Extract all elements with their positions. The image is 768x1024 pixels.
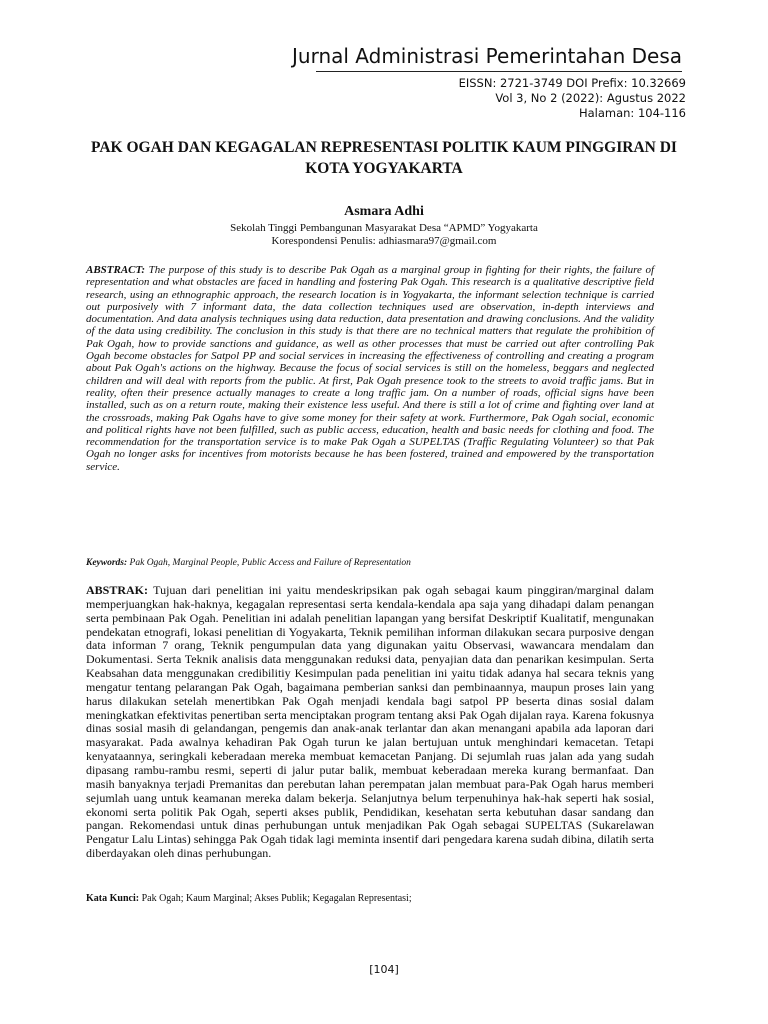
kata-kunci-label: Kata Kunci: bbox=[86, 893, 140, 904]
abstract-english bbox=[86, 264, 654, 473]
pages-line: Halaman: 104-116 bbox=[578, 106, 686, 120]
header-rule bbox=[316, 71, 682, 72]
volume-line: Vol 3, No 2 (2022): Agustus 2022 bbox=[495, 91, 686, 105]
kata-kunci-text: Pak Ogah; Kaum Marginal; Akses Publik; Kegagalan Representasi; bbox=[141, 893, 412, 904]
keywords-text: Pak Ogah, Marginal People, Public Access and Failure of Representation bbox=[129, 558, 411, 568]
kata-kunci bbox=[86, 893, 654, 904]
journal-name: Jurnal Administrasi Pemerintahan Desa bbox=[292, 44, 682, 68]
keywords-label: Keywords: bbox=[86, 558, 128, 568]
abstract-indonesian-label: ABSTRAK: bbox=[86, 583, 149, 597]
correspondence-line: Korespondensi Penulis: adhiasmara97@gmail.com bbox=[271, 235, 497, 247]
issn-doi-line: EISSN: 2721-3749 DOI Prefix: 10.32669 bbox=[458, 76, 686, 90]
abstract-indonesian-text: Tujuan dari penelitian ini yaitu mendeskripsikan pak ogah sebagai kaum pinggiran/marginal dalam memperjuangkan hak-haknya, kegagalan representasi serta kendala-kendala apa saja yang dihadapi dalam penangan serta pembinaan Pak Ogah. Penelitian ini adalah penelitian lapangan yang bersifat Deskriptif Kualitatif, mengunakan pendekatan etnografi, lokasi penelitian di Yogyakarta, Teknik pemilihan informan dilakukan secara purposive dengan data informan 7 orang, Teknik pengumpulan data yang digunakan yaitu Observasi, wawancara mendalam dan Dokumentasi. Serta Teknik analisis data menggunakan reduksi data, penyajian data dan penarikan kesimpulan. Serta Keabsahan data menggunakan credibilitiy Kesimpulan pada penelitian ini yaitu tidak adanya hal secara teknis yang mengatur tentang pelarangan Pak Ogah, bagaimana pemberian sanksi dan pembinaannya, maupun proses lain yang harus dilakukan setelah menertibkan Pak Ogah menjadi kendala bagi satpol PP beserta dinas sosial dalam meningkatkan efektivitas penertiban serta menciptakan program tentang aksi Pak Ogah dijalan raya. Karena fokusnya dinas sosial masih di gelandangan, pengemis dan anak-anak terlantar dan akan menangani apabila ada laporan dari masyarakat. Pada awalnya kehadiran Pak Ogah turun ke jalan bertujuan untuk menghindari kemacetan. Tetapi kenyataannya, seringkali keberadaan mereka membuat kemacetan Panjang. Di sejumlah ruas jalan ada yang sudah dipasang rambu-rambu resmi, seperti di jalur putar balik, membuat keberadaan mereka kurang bermanfaat. Dan masih banyaknya terjadi Premanitas dan perebutan lahan perempatan jalan membuat para-Pak Ogah harus memberi sejumlah uang untuk keamanan mereka dalam bekerja. Selanjutnya belum terpenuhinya hak-hak seperti hak sosial, ekonomi serta politik Pak Ogah, seperti akses publik, Pendidikan, kesehatan serta kebutuhan dasar sandang dan pangan. Rekomendasi untuk dinas perhubungan untuk menjadikan Pak Ogah sebagai SUPELTAS (Sukarelawan Pengatur Lalu Lintas) sehingga Pak Ogah tidak lagi meminta insentif dari pengedara karena sudah dibina, dilatih serta diberdayakan oleh dinas perhubungan. bbox=[86, 583, 655, 861]
author-name: Asmara Adhi bbox=[344, 204, 424, 219]
page-number: [104] bbox=[369, 963, 399, 976]
article-title: PAK OGAH DAN KEGAGALAN REPRESENTASI POLITIK KAUM PINGGIRAN DI KOTA YOGYAKARTA bbox=[91, 139, 677, 177]
abstract-english-text: The purpose of this study is to describe Pak Ogah as a marginal group in fighting for their rights, the failure of representation and what obstacles are faced in handling and fostering Pak Ogah. This research is a qualitative descriptive field research, using an ethnographic approach, the research location is in Yogyakarta, the informant selection technique is carried out purposively with 7 informant data, the data collection techniques used are observation, in-depth interviews and documentation. And data analysis techniques using data reduction, data presentation and drawing conclusions. And the validity of the data using credibility. The conclusion in this study is that there are no technical matters that regulate the prohibition of Pak Ogah, how to provide sanctions and guidance, as well as other processes that must be carried out after controlling Pak Ogah become obstacles for Satpol PP and social services in increasing the effectiveness of controlling and creating a program about Pak Ogah's actions on the highway. Because the focus of social services is still on the homeless, beggars and neglected children and will deal with reports from the public. At first, Pak Ogah presence took to the streets to avoid traffic jams. But in reality, often their presence actually manages to create a long traffic jam. On a number of roads, official signs have been installed, such as on a return route, making their existence less useful. And there is still a lot of crime and fighting over land at the crossroads, making Pak Ogahs have to give some money for their safety at work. Furthermore, Pak Ogah social, economic and political rights have not been fulfilled, such as public access, education, health and basic needs for clothing and food. The recommendation for the transportation service is to make Pak Ogah a SUPELTAS (Traffic Regulating Volunteer) so that Pak Ogah no longer asks for incentives from motorists because he has been fostered, trained and empowered by the transportation service. bbox=[86, 264, 655, 473]
abstract-indonesian bbox=[86, 584, 654, 861]
author-affiliation: Sekolah Tinggi Pembangunan Masyarakat Desa “APMD” Yogyakarta bbox=[230, 222, 538, 234]
abstract-english-label: ABSTRACT: bbox=[86, 264, 146, 276]
keywords bbox=[86, 558, 654, 568]
